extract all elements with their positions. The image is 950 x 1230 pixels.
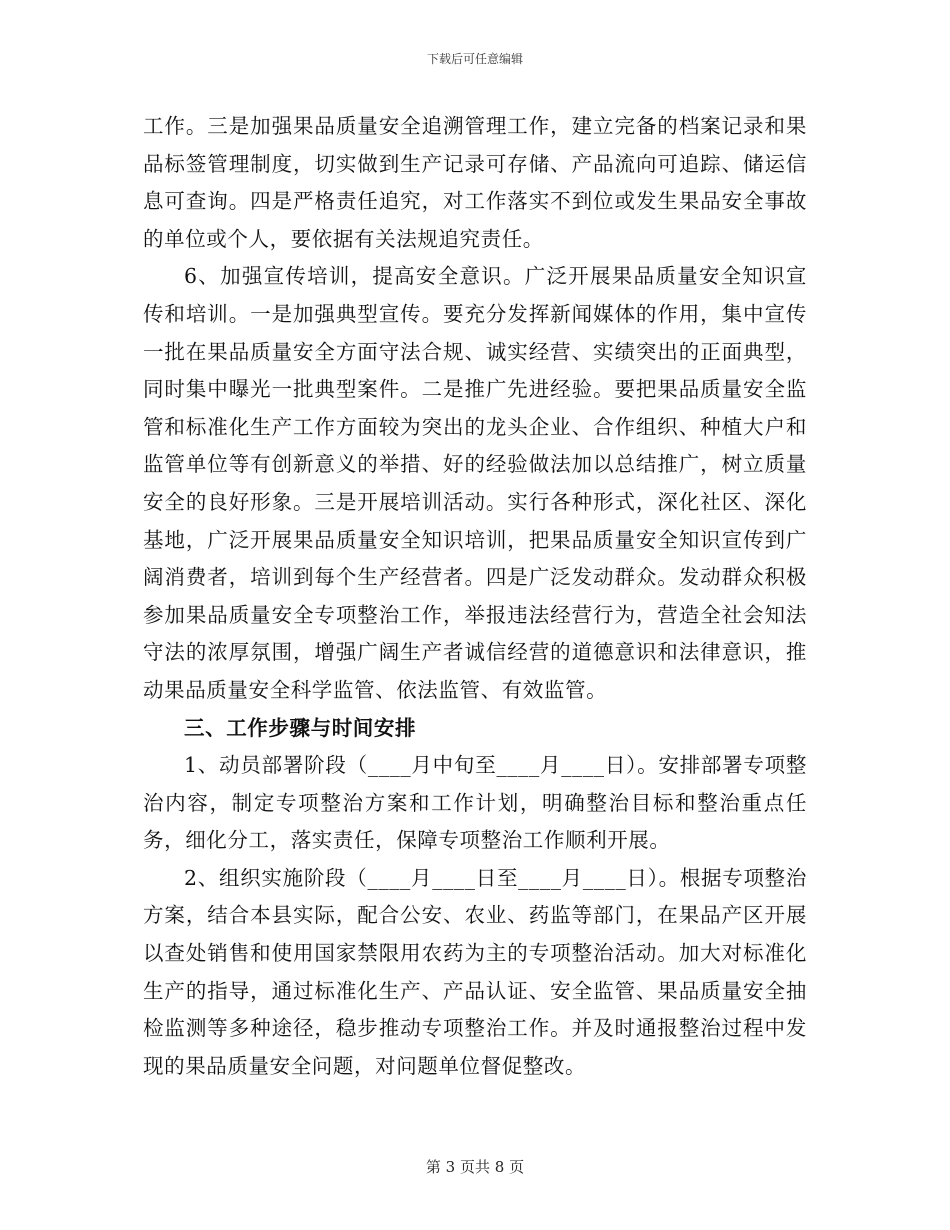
- page-header-note: 下载后可任意编辑: [426, 52, 523, 66]
- paragraph-step-1: 1、动员部署阶段（____月中旬至____月____日）。安排部署专项整治内容，制定专项整治方案和工作计划，明确整治目标和整治重点任务，细化分工，落实责任，保障专项整治工作顺利开展。: [143, 753, 807, 853]
- paragraph-continuation: 工作。三是加强果品质量安全追溯管理工作，建立完备的档案记录和果品标签管理制度，切实做到生产记录可存储、产品流向可追踪、储运信息可查询。四是严格责任追究，对工作落实不到位或发生果品安全事故的单位或个人，要依据有关法规追究责任。: [143, 114, 807, 251]
- section-heading-3: 三、工作步骤与时间安排: [184, 715, 417, 740]
- paragraph-item-6: 6、加强宣传培训，提高安全意识。广泛开展果品质量安全知识宣传和培训。一是加强典型宣传。要充分发挥新闻媒体的作用，集中宣传一批在果品质量安全方面守法合规、诚实经营、实绩突出的正面典型，同时集中曝光一批典型案件。二是推广先进经验。要把果品质量安全监管和标准化生产工作方面较为突出的龙头企业、合作组织、种植大户和监管单位等有创新意义的举措、好的经验做法加以总结推广，树立质量安全的良好形象。三是开展培训活动。实行各种形式，深化社区、深化基地，广泛开展果品质量安全知识培训，把果品质量安全知识宣传到广阔消费者，培训到每个生产经营者。四是广泛发动群众。发动群众积极参加果品质量安全专项整治工作，举报违法经营行为，营造全社会知法守法的浓厚氛围，增强广阔生产者诚信经营的道德意识和法律意识，推动果品质量安全科学监管、依法监管、有效监管。: [143, 264, 807, 702]
- paragraph-step-2: 2、组织实施阶段（____月____日至____月____日）。根据专项整治方案，结合本县实际，配合公安、农业、药监等部门，在果品产区开展以查处销售和使用国家禁限用农药为主的专项整治活动。加大对标准化生产的指导，通过标准化生产、产品认证、安全监管、果品质量安全抽检监测等多种途径，稳步推动专项整治工作。并及时通报整治过程中发现的果品质量安全问题，对问题单位督促整改。: [143, 865, 807, 1078]
- document-body: [143, 108, 807, 1085]
- page-number: 第 3 页共 8 页: [425, 1158, 525, 1176]
